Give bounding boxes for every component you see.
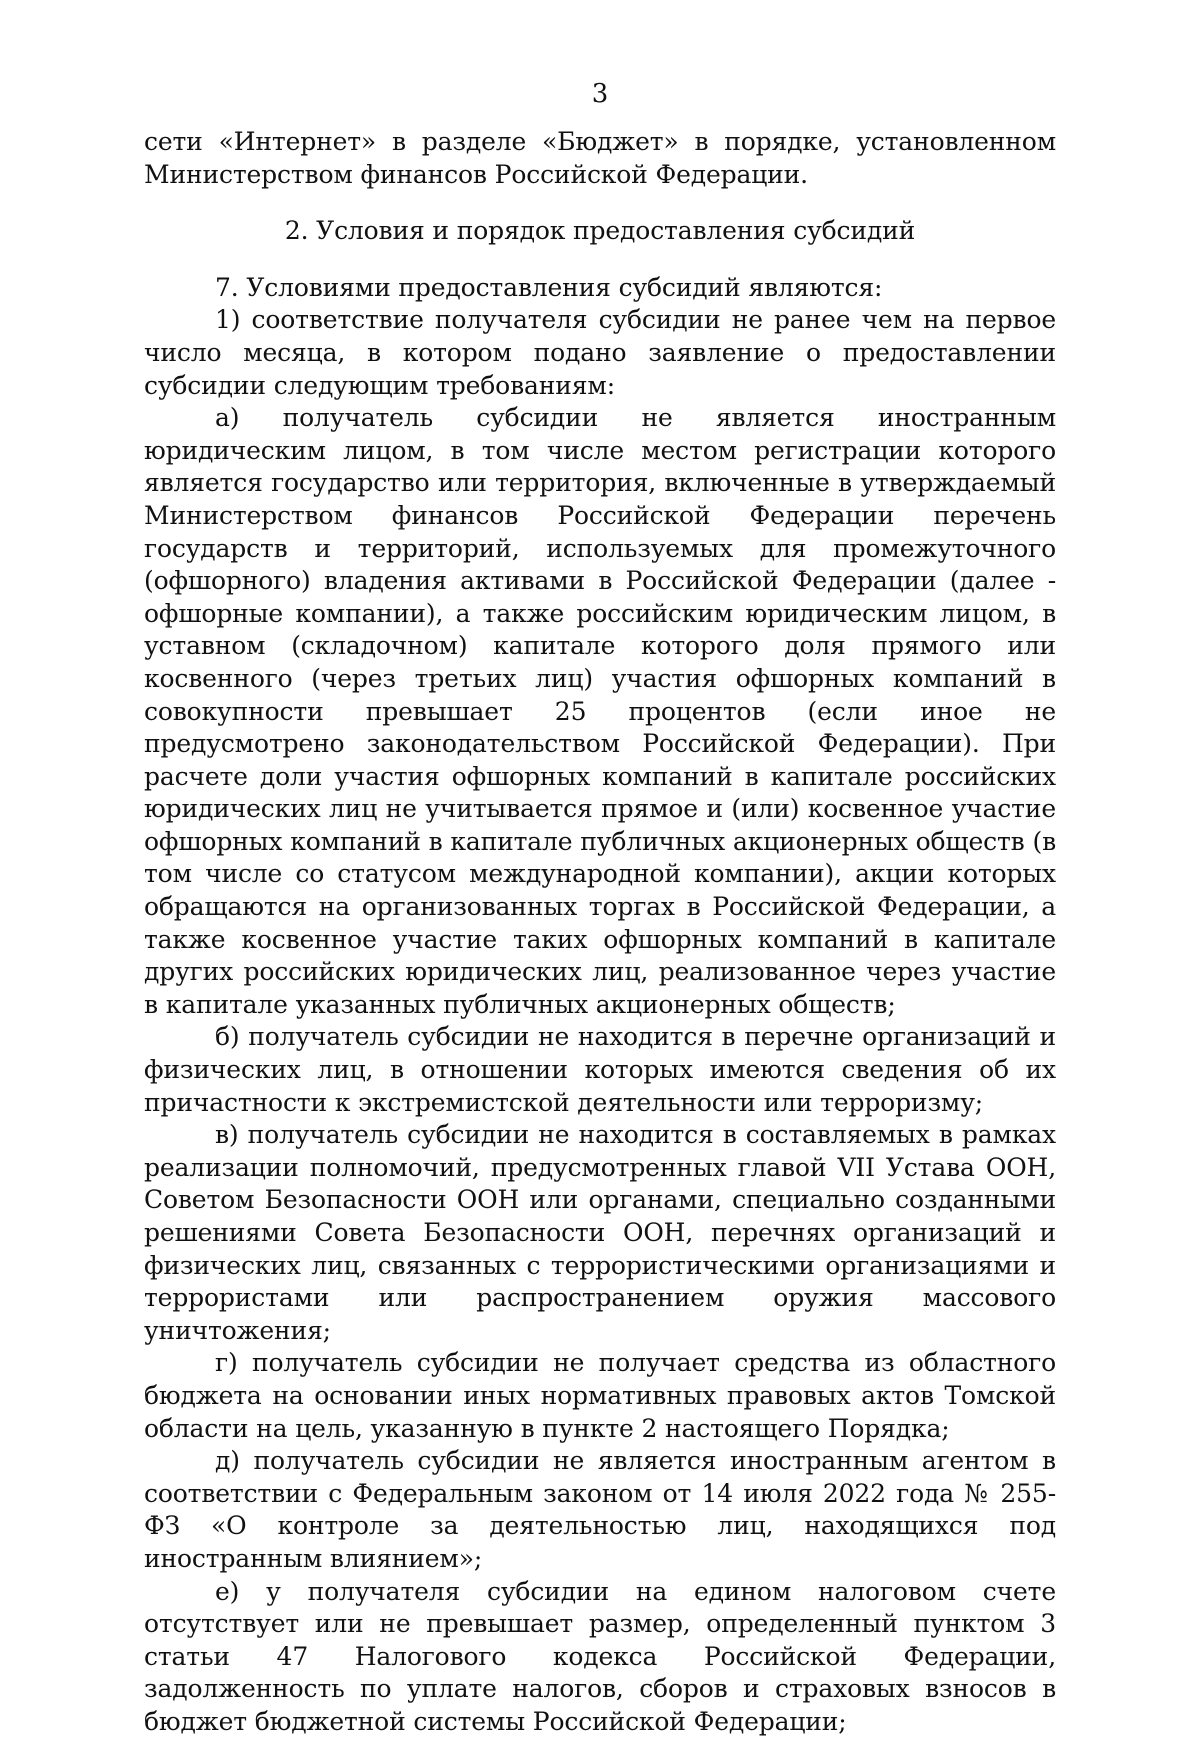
page-number: 3 (591, 79, 609, 109)
paragraph-subitem-1: 1) соответствие получателя субсидии не ранее чем на первое число месяца, в котором подано заявление о предоставлении субсидии следующим требованиям: (144, 305, 1056, 400)
paragraph-subitem-e: е) у получателя субсидии на едином налоговом счете отсутствует или не превышает размер, определенный пунктом 3 статьи 47 Налогового кодекса Российской Федерации, задолженность по уплате налогов, сборов и страховых взносов в бюджет бюджетной системы Российской Федерации; (144, 1576, 1056, 1736)
paragraph-subitem-g: г) получатель субсидии не получает средства из областного бюджета на основании иных нормативных правовых актов Томской области на цель, указанную в пункте 2 настоящего Порядка; (144, 1348, 1056, 1443)
paragraph-subitem-b: б) получатель субсидии не находится в перечне организаций и физических лиц, в отношении которых имеются сведения об их причастности к экстремистской деятельности или терроризму; (144, 1022, 1056, 1117)
document-body (144, 126, 1056, 1739)
paragraph-continuation: сети «Интернет» в разделе «Бюджет» в порядке, установленном Министерством финансов Российской Федерации. (144, 127, 1056, 189)
paragraph-item-7: 7. Условиями предоставления субсидий являются: (215, 272, 883, 302)
paragraph-subitem-a: а) получатель субсидии не является иностранным юридическим лицом, в том числе местом регистрации которого является государство или территория, включенные в утверждаемый Министерством финансов Российской Федерации перечень государств и территорий, используемых для промежуточного (офшорного) владения активами в Российской Федерации (далее - офшорные компании), а также российским юридическим лицом, в уставном (складочном) капитале которого доля прямого или косвенного (через третьих лиц) участия офшорных компаний в совокупности превышает 25 процентов (если иное не предусмотрено законодательством Российской Федерации). При расчете доли участия офшорных компаний в капитале российских юридических лиц не учитывается прямое и (или) косвенное участие офшорных компаний в капитале публичных акционерных обществ (в том числе со статусом международной компании), акции которых обращаются на организованных торгах в Российской Федерации, а также косвенное участие таких офшорных компаний в капитале других российских юридических лиц, реализованное через участие в капитале указанных публичных акционерных обществ; (144, 403, 1056, 1019)
paragraph-subitem-d: д) получатель субсидии не является иностранным агентом в соответствии с Федеральным законом от 14 июля 2022 года № 255-ФЗ «О контроле за деятельностью лиц, находящихся под иностранным влиянием»; (144, 1446, 1056, 1573)
section-heading: 2. Условия и порядок предоставления субсидий (284, 216, 916, 246)
paragraph-subitem-v: в) получатель субсидии не находится в составляемых в рамках реализации полномочий, предусмотренных главой VII Устава ООН, Советом Безопасности ООН или органами, специально созданными решениями Совета Безопасности ООН, перечнях организаций и физических лиц, связанных с террористическими организациями и террористами или распространением оружия массового уничтожения; (144, 1120, 1056, 1345)
